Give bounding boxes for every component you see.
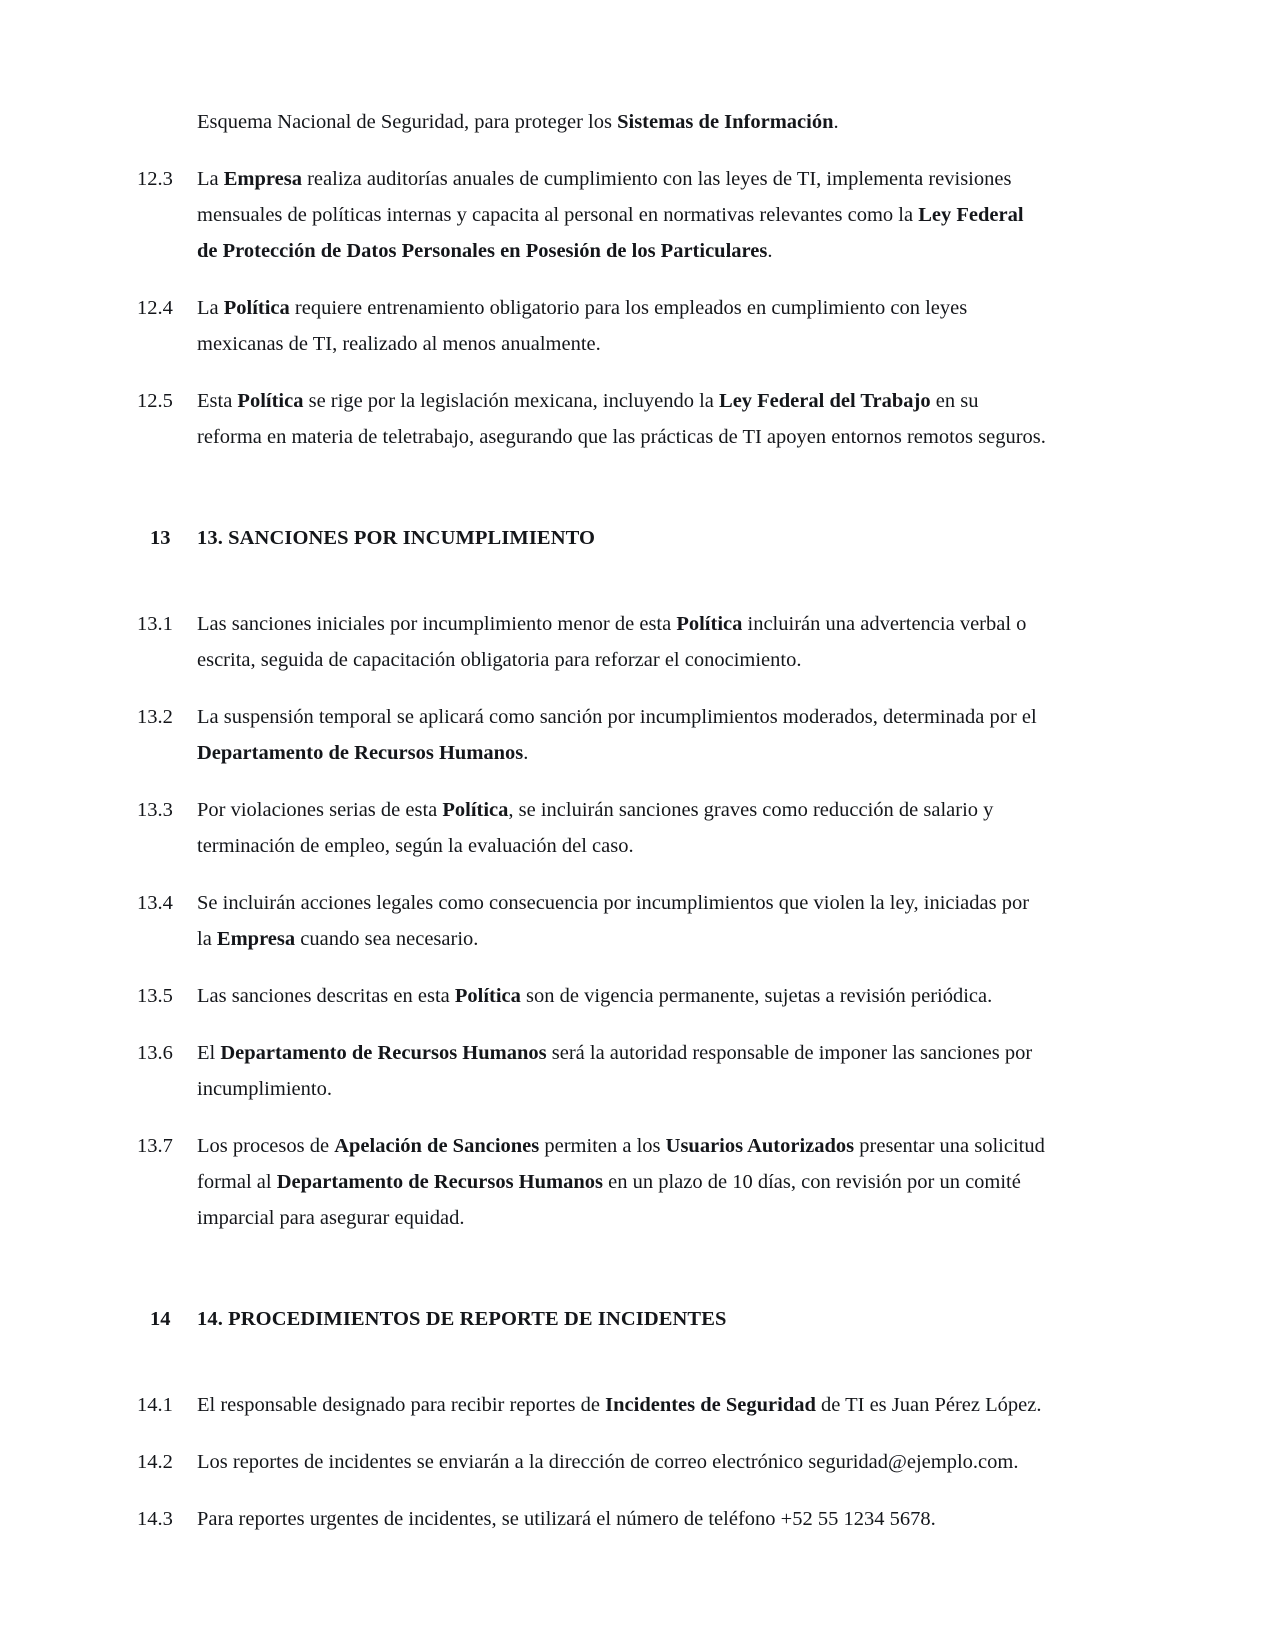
- emphasis-term: Incidentes de Seguridad: [605, 1394, 816, 1416]
- numbered-clause: [137, 1035, 1047, 1107]
- body-text-run: La suspensión temporal se aplicará como sanción por incumplimientos moderados, determinada por el: [197, 706, 1037, 728]
- emphasis-term: Política: [454, 985, 521, 1007]
- clause-number: 13.1: [137, 613, 173, 635]
- emphasis-term: Empresa: [223, 168, 302, 190]
- clause-text: [197, 1387, 1047, 1423]
- body-text-run: se rige por la legislación mexicana, incluyendo la: [303, 390, 720, 412]
- clause-number: 12.4: [137, 297, 173, 319]
- numbered-clause: [137, 978, 1047, 1014]
- body-text-run: Esquema Nacional de Seguridad, para proteger los: [197, 111, 618, 133]
- clause-text: [197, 290, 1047, 362]
- body-text-run: El: [197, 1042, 221, 1064]
- emphasis-term: Política: [223, 297, 290, 319]
- clause-text: [197, 383, 1047, 455]
- clause-text: [197, 1035, 1047, 1107]
- clause-text: [197, 1444, 1047, 1480]
- clause-number: 12.3: [137, 168, 173, 190]
- body-text-run: presentar una solicitud formal al: [197, 1135, 1045, 1193]
- clause-text: [197, 1128, 1047, 1236]
- clause-number: 13.5: [137, 985, 173, 1007]
- body-text-run: Las sanciones iniciales por incumplimiento menor de esta: [197, 613, 677, 635]
- clause-number: 13.6: [137, 1042, 173, 1064]
- paragraph-continuation: [137, 104, 1047, 140]
- numbered-clause: [137, 606, 1047, 678]
- body-text-run: El responsable designado para recibir reportes de: [197, 1394, 606, 1416]
- body-text-run: requiere entrenamiento obligatorio para los empleados en cumplimiento con leyes mexicanas de TI, realizado al menos anualmente.: [197, 297, 968, 355]
- body-text-run: .: [523, 742, 529, 764]
- body-text-run: .: [833, 111, 839, 133]
- clause-number: 13.7: [137, 1135, 173, 1157]
- emphasis-term: Sistemas de Información: [617, 111, 834, 133]
- numbered-clause: [137, 1128, 1047, 1236]
- numbered-clause: [137, 1501, 1047, 1537]
- clause-number: 13.4: [137, 892, 173, 914]
- clause-text: [197, 978, 1047, 1014]
- clause-text: [197, 792, 1047, 864]
- body-text-run: son de vigencia permanente, sujetas a revisión periódica.: [520, 985, 993, 1007]
- clause-text: [197, 161, 1047, 269]
- body-text-run: de TI es Juan Pérez López.: [815, 1394, 1042, 1416]
- section-heading: [137, 1302, 1047, 1336]
- emphasis-term: Política: [676, 613, 743, 635]
- clause-number: 14.2: [137, 1451, 173, 1473]
- body-text-run: cuando sea necesario.: [295, 928, 479, 950]
- body-text-run: Esta: [197, 390, 238, 412]
- body-text-run: Las sanciones descritas en esta: [197, 985, 455, 1007]
- emphasis-term: Usuarios Autorizados: [665, 1135, 855, 1157]
- emphasis-term: Departamento de Recursos Humanos: [197, 742, 524, 764]
- body-text-run: La: [197, 297, 224, 319]
- section-spacer: [137, 1342, 1047, 1366]
- emphasis-term: Apelación de Sanciones: [334, 1135, 540, 1157]
- clause-number: 13.3: [137, 799, 173, 821]
- emphasis-term: Departamento de Recursos Humanos: [220, 1042, 547, 1064]
- clause-number: 12.5: [137, 390, 173, 412]
- body-text-run: realiza auditorías anuales de cumplimiento con las leyes de TI, implementa revisiones mensuales de políticas internas y capacita al personal en normativas relevantes como la: [197, 168, 1012, 226]
- body-text-run: Los procesos de: [197, 1135, 335, 1157]
- body-text-run: en un plazo de 10 días, con revisión por un comité imparcial para asegurar equidad.: [197, 1171, 1021, 1229]
- body-text-run: Se incluirán acciones legales como consecuencia por incumplimientos que violen la ley, iniciadas por la: [197, 892, 1030, 950]
- emphasis-term: Política: [237, 390, 304, 412]
- clause-number: 14.1: [137, 1394, 173, 1416]
- section-heading-title: 14. PROCEDIMIENTOS DE REPORTE DE INCIDENTES: [197, 1308, 727, 1330]
- section-heading-title: 13. SANCIONES POR INCUMPLIMIENTO: [197, 527, 596, 549]
- body-text-run: será la autoridad responsable de imponer las sanciones por incumplimiento.: [197, 1042, 1033, 1100]
- numbered-clause: [137, 792, 1047, 864]
- body-text-run: Los reportes de incidentes se enviarán a la dirección de correo electrónico seguridad@ejemplo.com.: [197, 1451, 1019, 1473]
- clause-text: [197, 699, 1047, 771]
- numbered-clause: [137, 161, 1047, 269]
- clause-text: [197, 606, 1047, 678]
- numbered-clause: [137, 699, 1047, 771]
- emphasis-term: Ley Federal de Protección de Datos Personales en Posesión de los Particulares: [197, 204, 1024, 262]
- emphasis-term: Política: [442, 799, 509, 821]
- emphasis-term: Departamento de Recursos Humanos: [276, 1171, 603, 1193]
- clause-text: [197, 885, 1047, 957]
- emphasis-term: Ley Federal del Trabajo: [719, 390, 931, 412]
- body-text-run: , se incluirán sanciones graves como reducción de salario y terminación de empleo, según la evaluación del caso.: [197, 799, 994, 857]
- body-text-run: Para reportes urgentes de incidentes, se utilizará el número de teléfono +52 55 1234 5678.: [197, 1508, 936, 1530]
- numbered-clause: [137, 1387, 1047, 1423]
- section-heading-number: 13: [150, 527, 171, 549]
- body-text-run: incluirán una advertencia verbal o escrita, seguida de capacitación obligatoria para reforzar el conocimiento.: [197, 613, 1027, 671]
- clause-text: [197, 1501, 1047, 1537]
- emphasis-term: Empresa: [216, 928, 296, 950]
- clause-number: 13.2: [137, 706, 173, 728]
- section-spacer: [137, 561, 1047, 585]
- section-heading-number: 14: [150, 1308, 171, 1330]
- body-text-run: en su reforma en materia de teletrabajo, asegurando que las prácticas de TI apoyen entornos remotos seguros.: [197, 390, 1046, 448]
- body-text-run: .: [767, 240, 773, 262]
- body-text-run: permiten a los: [539, 1135, 666, 1157]
- section-heading: [137, 521, 1047, 555]
- numbered-clause: [137, 885, 1047, 957]
- body-text-run: Por violaciones serias de esta: [197, 799, 443, 821]
- numbered-clause: [137, 383, 1047, 455]
- document-content: [137, 104, 1047, 1537]
- body-text-run: La: [197, 168, 224, 190]
- numbered-clause: [137, 290, 1047, 362]
- numbered-clause: [137, 1444, 1047, 1480]
- clause-number: 14.3: [137, 1508, 173, 1530]
